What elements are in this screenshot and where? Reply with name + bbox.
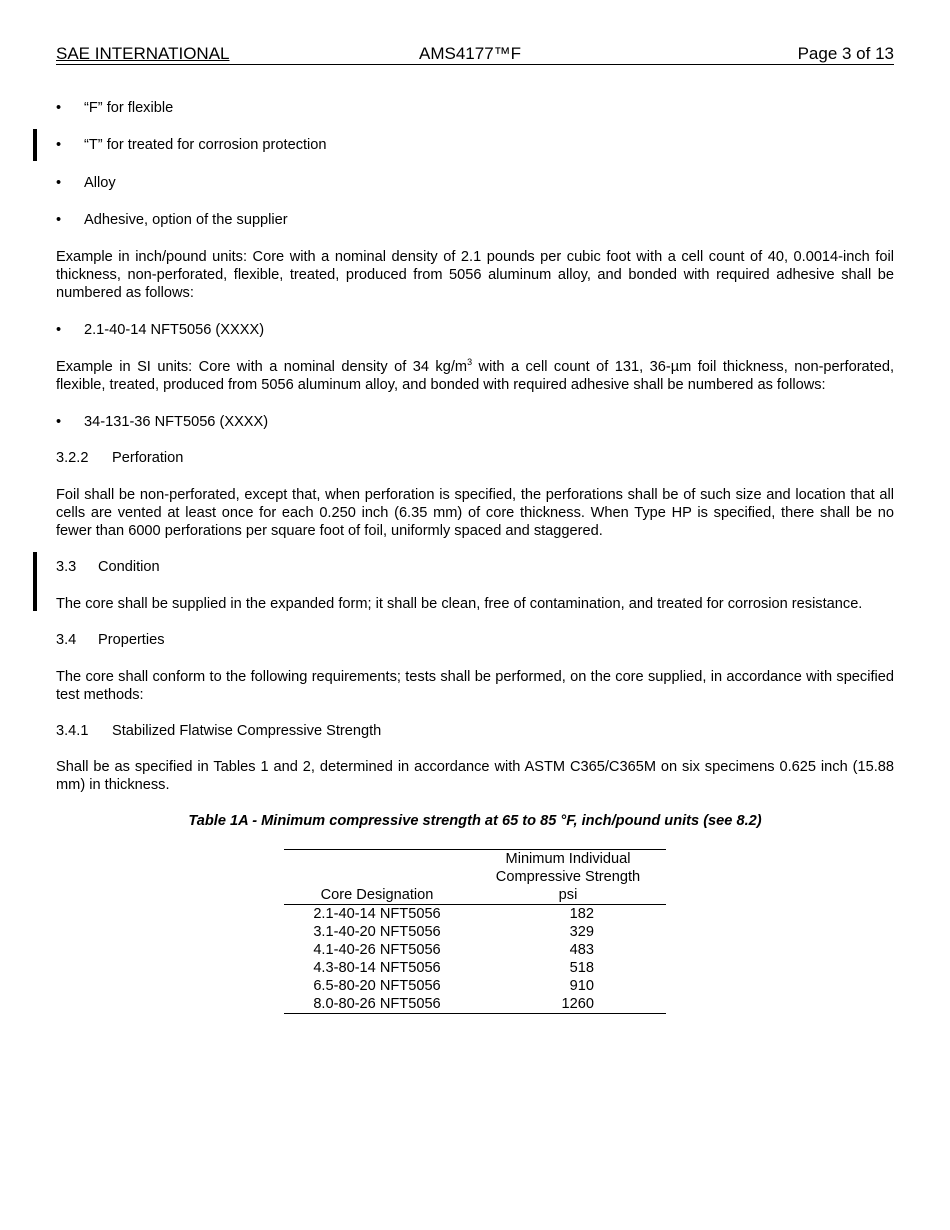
section-heading-3-4: 3.4 Properties [56, 632, 165, 648]
bullet-icon: • [56, 100, 62, 116]
revision-change-bar [33, 552, 37, 611]
cell-strength: 910 [569, 978, 594, 994]
table-row [284, 923, 666, 941]
compressive-strength-table [284, 849, 666, 1014]
example-si-paragraph: Example in SI units: Core with a nominal density of 34 $kg/m^3$ with a cell count of 131, 36-µm foil thickness, non-perforated, flexible, treated, produced from 5056 aluminum alloy, and bonded with required adhesive shall be numbered as follows: [56, 357, 895, 393]
cell-designation: 3.1-40-20 NFT5056 [313, 924, 441, 940]
header-organization: SAE INTERNATIONAL [56, 44, 230, 63]
bullet-icon: • [56, 322, 62, 338]
bullet-icon: • [56, 414, 62, 430]
section-heading-3-2-2: 3.2.2 Perforation [56, 450, 184, 466]
column-header-core-designation: Core Designation [320, 887, 434, 903]
cell-strength: 1260 [561, 996, 594, 1012]
section-heading-3-4-1: 3.4.1 Stabilized Flatwise Compressive Strength [56, 723, 382, 739]
cell-designation: 2.1-40-14 NFT5056 [313, 906, 441, 922]
cell-designation: 8.0-80-26 NFT5056 [313, 996, 441, 1012]
cell-strength: 483 [569, 942, 594, 958]
page-header [56, 44, 894, 65]
properties-paragraph: The core shall conform to the following requirements; tests shall be performed, on the core supplied, in accordance with specified test methods: [56, 669, 894, 703]
section-heading-3-3: 3.3 Condition [56, 559, 160, 575]
bullet-icon: • [56, 175, 62, 191]
column-header-min-strength: Minimum Individual Compressive Strength psi [495, 851, 641, 903]
cell-strength: 182 [569, 906, 594, 922]
table-row [284, 905, 666, 924]
header-page-number: Page 3 of 13 [797, 44, 894, 63]
bullet-icon: • [56, 212, 62, 228]
list-item-text: 2.1-40-14 NFT5056 (XXXX) [84, 322, 265, 338]
cell-strength: 329 [569, 924, 594, 940]
list-item-text: 34-131-36 NFT5056 (XXXX) [84, 414, 269, 430]
table-row [284, 941, 666, 959]
table-caption: Table 1A - Minimum compressive strength at 65 to 85 °F, inch/pound units (see 8.2) [188, 813, 762, 829]
perforation-paragraph: Foil shall be non-perforated, except that, when perforation is specified, the perforations shall be of such size and location that all cells are vented at least once for each 0.250 inch (6.35 mm) of core thickness. When Type HP is specified, there shall be no fewer than 6000 perforations per square foot of foil, uniformly spaced and staggered. [56, 487, 894, 539]
bullet-icon: • [56, 137, 62, 153]
list-item-text: “F” for flexible [84, 100, 174, 116]
revision-change-bar [33, 129, 37, 161]
list-item-text: “T” for treated for corrosion protection [84, 137, 327, 153]
compressive-strength-paragraph: Shall be as specified in Tables 1 and 2, determined in accordance with ASTM C365/C365M on six specimens 0.625 inch (15.88 mm) in thickness. [56, 759, 894, 793]
cell-designation: 6.5-80-20 NFT5056 [313, 978, 441, 994]
cell-designation: 4.1-40-26 NFT5056 [313, 942, 441, 958]
cell-designation: 4.3-80-14 NFT5056 [313, 960, 441, 976]
example-inch-paragraph: Example in inch/pound units: Core with a nominal density of 2.1 pounds per cubic foot with a cell count of 40, 0.0014-inch foil thickness, non-perforated, flexible, treated, produced from 5056 aluminum alloy, and bonded with required adhesive shall be numbered as follows: [56, 249, 894, 301]
table-row [284, 977, 666, 995]
list-item-text: Alloy [84, 175, 116, 191]
cell-strength: 518 [569, 960, 594, 976]
header-document-id: AMS4177™F [419, 44, 522, 63]
table-row [284, 995, 666, 1014]
table-row [284, 959, 666, 977]
condition-paragraph: The core shall be supplied in the expanded form; it shall be clean, free of contamination, and treated for corrosion resistance. [56, 596, 863, 612]
list-item-text: Adhesive, option of the supplier [84, 212, 288, 228]
